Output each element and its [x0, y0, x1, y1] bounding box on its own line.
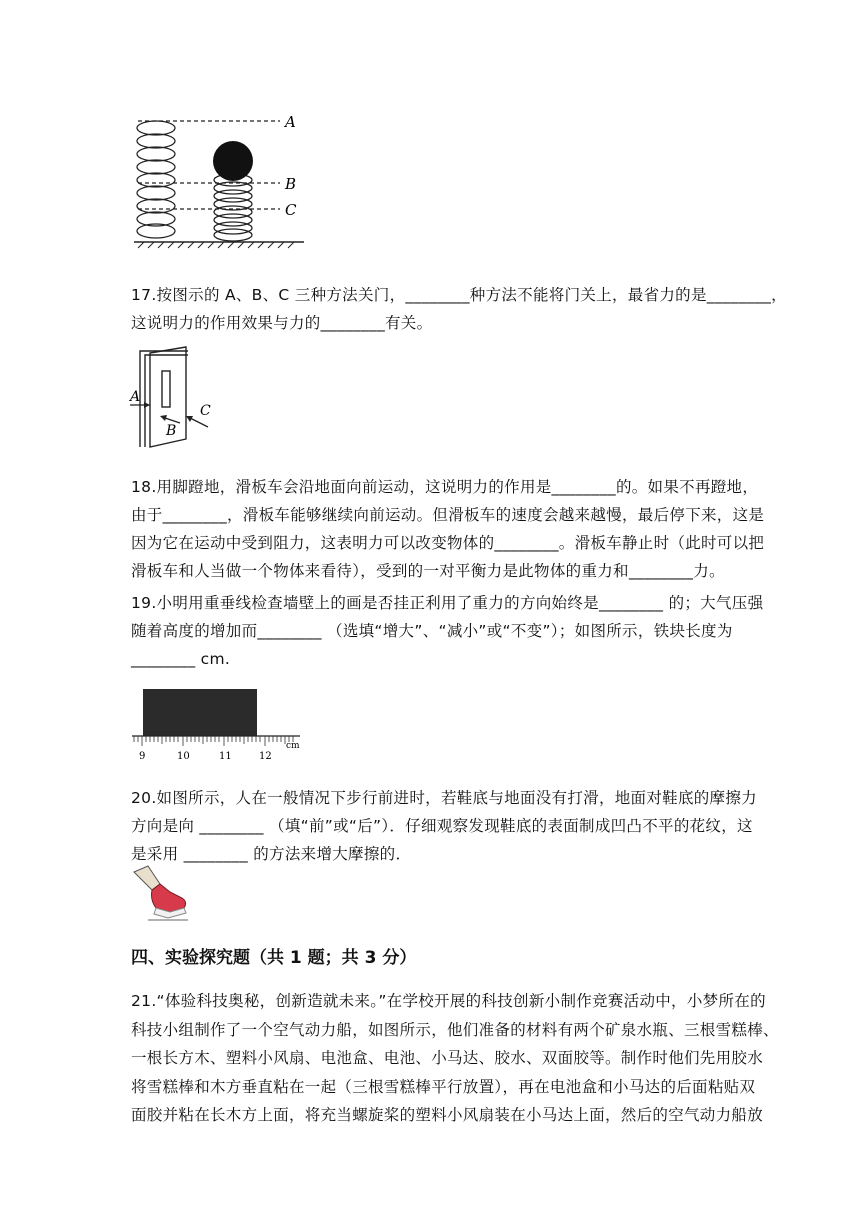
question-18	[131, 473, 765, 585]
spring-label-a: A	[285, 113, 296, 131]
q21-line-5: 面胶并粘在长木方上面，将充当螺旋桨的塑料小风扇装在小马达上面，然后的空气动力船放	[131, 1106, 764, 1124]
spring-figure	[128, 110, 308, 255]
door-label-b: B	[166, 423, 177, 439]
question-17	[131, 281, 787, 337]
q17-line-1: 17.按图示的 A、B、C 三种方法关门，________种方法不能将门关上，最省力的是________，	[131, 286, 787, 304]
ruler-figure	[128, 686, 308, 766]
ruler-tick-11: 11	[219, 751, 232, 762]
spring-label-c: C	[285, 201, 297, 219]
q21-line-2: 科技小组制作了一个空气动力船，如图所示，他们准备的材料有两个矿泉水瓶、三根雪糕棒、	[131, 1020, 779, 1039]
q19-line-3: ________ cm.	[131, 650, 231, 668]
shoe-figure	[130, 864, 192, 924]
q20-line-1: 20.如图所示，人在一般情况下步行前进时，若鞋底与地面没有打滑，地面对鞋底的摩擦力	[131, 789, 757, 807]
ruler-tick-10: 10	[177, 751, 190, 762]
question-21	[131, 987, 779, 1130]
spring-label-b: B	[285, 175, 297, 193]
door-figure	[128, 343, 218, 451]
door-label-a: A	[130, 389, 141, 405]
q21-line-3: 一根长方木、塑料小风扇、电池盒、电池、小马达、胶水、双面胶等。制作时他们先用胶水	[131, 1049, 764, 1067]
q19-line-1: 19.小明用重垂线检查墙壁上的画是否挂正利用了重力的方向始终是________ 的；大气压强	[131, 594, 764, 612]
q19-line-2: 随着高度的增加而________ （选填“增大”、“减小”或“不变”）；如图所示，铁块长度为	[131, 622, 733, 640]
q20-line-3: 是采用 ________ 的方法来增大摩擦的．	[131, 845, 412, 863]
q18-line-4: 滑板车和人当做一个物体来看待），受到的一对平衡力是此物体的重力和________力。	[131, 562, 725, 580]
q18-line-1: 18.用脚蹬地，滑板车会沿地面向前运动，这说明力的作用是________的。如果不再蹬地，	[131, 478, 759, 496]
q18-line-2: 由于________，滑板车能够继续向前运动。但滑板车的速度会越来越慢，最后停下来，这是	[131, 506, 765, 524]
question-20	[131, 784, 757, 868]
q20-line-2: 方向是向 ________ （填“前”或“后”）．仔细观察发现鞋底的表面制成凹凸不平的花纹，这	[131, 817, 753, 835]
ruler-tick-9: 9	[139, 751, 146, 762]
q18-line-3: 因为它在运动中受到阻力，这表明力可以改变物体的________。滑板车静止时（此时可以把	[131, 534, 765, 552]
section-4-heading: 四、实验探究题（共 1 题；共 3 分）	[131, 948, 417, 968]
ruler-tick-12: 12	[259, 751, 272, 762]
door-label-c: C	[200, 403, 211, 419]
q21-line-1: 21.“体验科技奥秘，创新造就未来。”在学校开展的科技创新小制作竞赛活动中，小梦所在的	[131, 992, 766, 1010]
ruler-unit: cm	[286, 741, 300, 751]
question-19	[131, 589, 764, 673]
q21-line-4: 将雪糕棒和木方垂直粘在一起（三根雪糕棒平行放置），再在电池盒和小马达的后面粘贴双	[131, 1077, 756, 1096]
q17-line-2: 这说明力的作用效果与力的________有关。	[131, 314, 433, 332]
